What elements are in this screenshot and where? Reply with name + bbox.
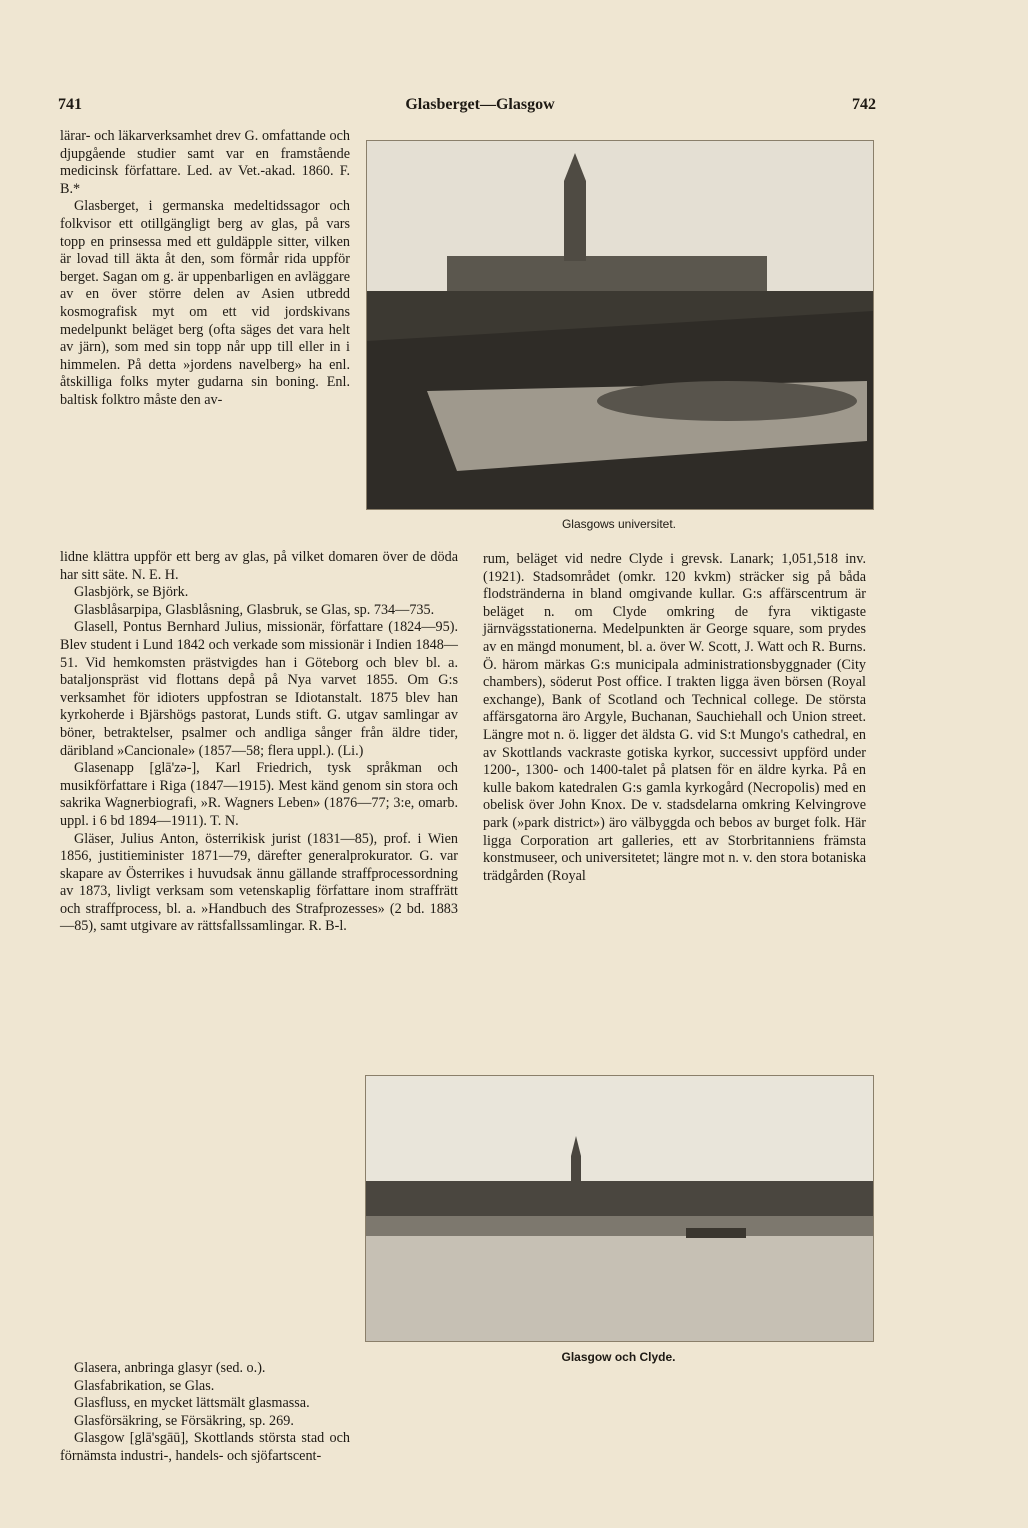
entry-glasblasarpipa: Glasblåsarpipa, Glasblåsning, Glasbruk, se Glas, sp. 734—735. [74,601,435,618]
entry-glasbjork: Glasbjörk, se Björk. [74,584,189,601]
left-column-full [60,549,458,936]
university-illustration [367,141,873,509]
right-page-number: 742 [852,96,876,113]
entry-glasfabrikation: Glasfabrikation, se Glas. [74,1377,215,1394]
photo-glasgow-clyde [365,1075,874,1342]
photo-university [366,140,874,510]
entry-glasforsakring: Glasförsäkring, se Försäkring, sp. 269. [74,1412,294,1429]
entry-glasberget: Glasberget, i germanska medeltidssagor och folkvisor ett otillgängligt berg av glas, på vars topp en prinsessa med ett guldäpple sitter, vilken är lovad till äkta åt den, som förmår rida uppför berget. Sagan om g. är uppenbarligen en avläggare av en över större delen av Asien utbredd kosmografisk myt om ett vid jordskivans medelpunkt beläget berg (ofta säges det vara helt av järn), som med sin topp når upp till eller in i himmelen. På detta »jordens navelberg» ha enl. åtskilliga folks myter gudarna sin boning. Enl. baltisk folktro måste den av- [60,198,350,408]
left-column-top [60,128,350,410]
clyde-illustration [366,1076,873,1341]
right-column [483,551,866,885]
entry-glasenapp: Glasenapp [glā'zə-], Karl Friedrich, tysk språkman och musikförfattare i Riga (1847—1915). Mest känd genom sin stora och sakrika Wagnerbiografi, »R. Wagners Leben» (1876—77; 3:e, omarb. uppl. i 6 bd 1894—1911). T. N. [60,760,458,829]
entry-glasfluss: Glasfluss, en mycket lättsmält glasmassa. [74,1395,310,1412]
entry-glasell: Glasell, Pontus Bernhard Julius, missionär, författare (1824—95). Blev student i Lund 1842 och verkade som missionär i Indien 1848—51. Vid hemkomsten prästvigdes han i Göteborg och blev bl. a. bataljonspräst vid flottans depå på Nya varvet 1855. Om G:s verksamhet för idioters uppfostran se Idiotanstalt. 1875 blev han kyrkoherde i Bjärshögs pastorat, Lunds stift. G. utgav samlingar av böner, betraktelser, psalmer och andliga sånger från äldre tider, däribland »Cancionale» (1857—58; flera uppl.). (Li.) [60,619,458,759]
entry-glasgow-continued: rum, beläget vid nedre Clyde i grevsk. Lanark; 1,051,518 inv. (1921). Stadsområdet (omkr. 120 kvkm) sträcker sig på båda flodstränderna in bland omgivande kullar. G:s affärscentrum är beläget n. om Clyde omkring de fyra viktigaste järnvägsstationerna. Medelpunkten är George square, som prydes av en mängd monument, bl. a. över W. Scott, J. Watt och R. Burns. Ö. härom märkas G:s municipala administrationsbyggnader (City chambers), söderut Post office. I trakten ligga även börsen (Royal exchange), Bank of Scotland och Technical college. De största affärsgatorna äro Argyle, Buchanan, Sauchiehall och Union street. Längre mot n. ö. ligger det äldsta G. vid S:t Mungo's cathedral, en av Skottlands vackraste gotiska kyrkor, successivt uppförd under 1200-, 1300- och 1400-talet på platsen för en äldre kyrka. På en kulle bakom katedralen G:s gamla kyrkogård (Necropolis) med en obelisk över John Knox. De v. stadsdelarna omkring Kelvingrove park (»park district») äro välbyggda och bebos av burget folk. Här ligga Corporation art galleries, ett av Storbritanniens främsta konstmuseer, och universitetet; längre mot n. v. den stora botaniska trädgården (Royal [483,551,866,884]
entry-continuation: lärar- och läkarverksamhet drev G. omfattande och djupgående studier samt var en framstående medicinsk författare. Led. av Vet.-akad. 1860. F. B.* [60,128,350,197]
caption-glasgow-clyde: Glasgow och Clyde. [561,1350,676,1364]
running-title: Glasberget—Glasgow [405,96,555,113]
left-column-bottom [60,1360,350,1466]
left-page-number: 741 [58,96,82,113]
entry-glasera: Glasera, anbringa glasyr (sed. o.). [74,1360,266,1376]
caption-university: Glasgows universitet. [561,517,677,531]
entry-glasberget-end: lidne klättra uppför ett berg av glas, på vilket domaren över de döda har sitt säte. N. E. H. [60,549,458,583]
entry-glasgow: Glasgow [glā'sgāū], Skottlands största stad och förnämsta industri-, handels- och sjöfartscent- [60,1430,350,1464]
entry-glaser: Gläser, Julius Anton, österrikisk jurist (1831—85), prof. i Wien 1856, justitieminister 1871—79, därefter generalprokurator. G. var skapare av Österrikes i huvudsak ännu gällande straffprocessordning av 1873, livligt verksam som vetenskaplig författare inom straffrätt och straffprocess, bl. a. »Handbuch des Strafprozesses» (2 bd. 1883—85), samt utgivare av rättsfallssamlingar. R. B-l. [60,830,458,935]
